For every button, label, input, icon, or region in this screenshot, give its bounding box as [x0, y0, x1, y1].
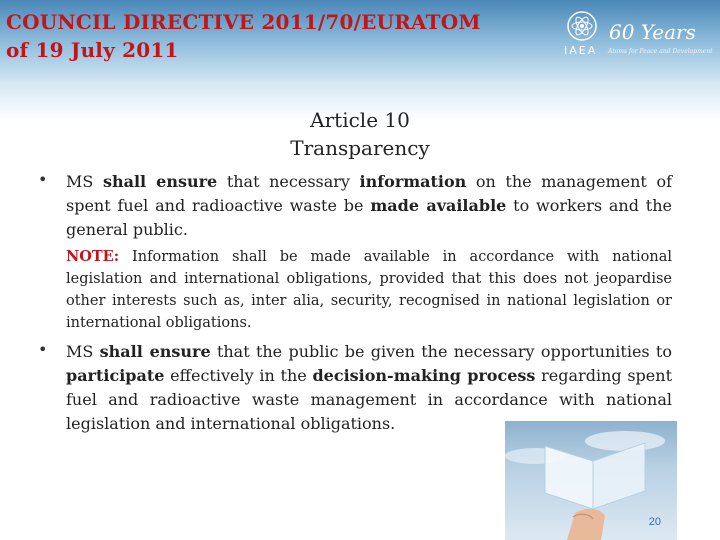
bold-run: made available [370, 196, 507, 215]
article-number: Article 10 [310, 108, 410, 132]
note-paragraph [66, 246, 672, 334]
logo-tagline: Atoms for Peace and Development [608, 48, 713, 55]
bold-run: shall ensure [99, 342, 211, 361]
bold-run: information [359, 172, 467, 191]
bullet-marker: • [38, 340, 48, 359]
bold-run: shall ensure [102, 172, 218, 191]
text-run: MS [66, 172, 103, 191]
bullet-marker: • [38, 170, 48, 189]
article-heading [220, 106, 500, 162]
note-text: Information shall be made available in accordance with national legislation and international obligations, provided that this does not jeopardise other interests such as, inter alia, security, recognised in national legislation or international obligations. [66, 249, 672, 331]
title-line-1: COUNCIL DIRECTIVE 2011/70/EURATOM [6, 10, 481, 34]
bold-run: decision-making process [312, 366, 536, 385]
text-run: MS [66, 342, 100, 361]
text-run: that necessary [217, 172, 360, 191]
note-label: NOTE: [66, 248, 120, 265]
slide-number: 20 [648, 516, 661, 528]
logo-org-name: IAEA [564, 44, 598, 57]
hand-holding-book-photo [505, 421, 677, 540]
text-run: effectively in the [164, 366, 313, 385]
iaea-60-years-logo [560, 10, 720, 70]
iaea-emblem-icon [566, 10, 598, 42]
bold-run: participate [66, 366, 165, 385]
slide-title [6, 8, 481, 64]
text-run: on the management of spent fuel and radioactive waste be [66, 172, 672, 215]
text-run: regarding spent fuel and radioactive waste management in accordance with national legislation and international obligations. [66, 366, 673, 433]
bullet-paragraph-1 [66, 170, 672, 242]
text-run: that the public be given the necessary opportunities to [210, 342, 672, 361]
article-title: Transparency [290, 136, 430, 160]
logo-years: 60 Years [609, 20, 696, 44]
text-run: to workers and the general public. [66, 196, 673, 239]
title-line-2: of 19 July 2011 [6, 38, 179, 62]
